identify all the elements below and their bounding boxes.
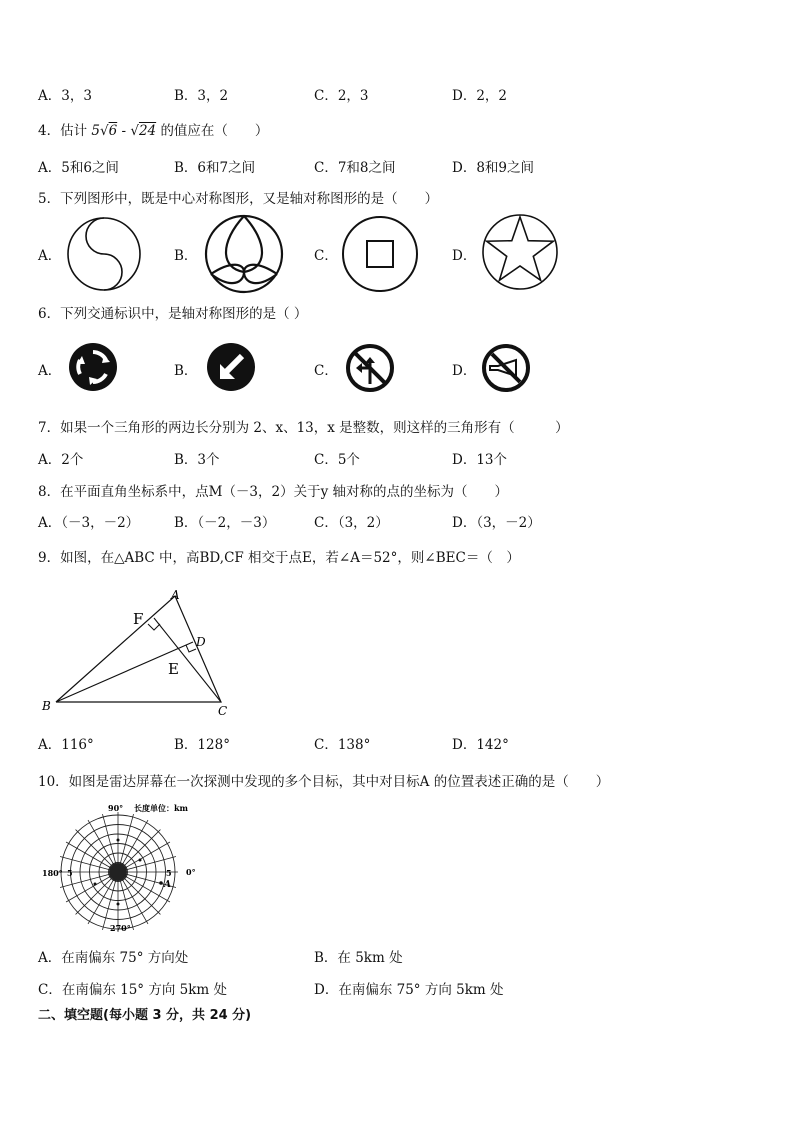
q6-no-horn-sign: [480, 342, 532, 394]
q5-label-d: D．: [452, 248, 477, 264]
q9-option-d: D．142°: [452, 737, 509, 753]
q4-minus: -: [121, 123, 127, 139]
q4-expression: 5√6 - √24: [91, 123, 157, 139]
q4-suffix: 的值应在（ ）: [160, 123, 269, 139]
q5-question: 5．下列图形中，既是中心对称图形，又是轴对称图形的是（ ）: [38, 191, 439, 207]
q5-label-c: C．: [314, 248, 338, 264]
q7-option-a: A．2个: [38, 452, 84, 468]
q9-label-b: B: [42, 699, 51, 713]
q4-option-c: C．7和8之间: [314, 160, 396, 176]
q9-option-c: C．138°: [314, 737, 371, 753]
q6-label-c: C．: [314, 363, 338, 379]
q6-label-d: D．: [452, 363, 477, 379]
radar-0: 0°: [186, 867, 196, 877]
q5-figure-coin: [340, 214, 420, 294]
radar-270: 270°: [110, 923, 131, 932]
q9-label-c: C: [218, 704, 228, 718]
q9-option-a: A．116°: [38, 737, 94, 753]
q5-label-a: A．: [38, 248, 62, 264]
q9-label-d: D: [196, 635, 206, 649]
q4-coef: 5: [91, 123, 100, 139]
q9-label-e: E: [168, 660, 179, 678]
q5-figure-star: [480, 212, 560, 292]
q6-no-turn-sign: [344, 342, 396, 394]
q6-label-b: B．: [174, 363, 198, 379]
q8-option-b: B．（－2，－3）: [174, 515, 276, 531]
q4-rad1: 6: [108, 123, 118, 139]
q7-option-c: C．5个: [314, 452, 360, 468]
q7-question: 7．如果一个三角形的两边长分别为 2、x、13，x 是整数，则这样的三角形有（ ）: [38, 420, 569, 436]
q10-option-d: D．在南偏东 75° 方向 5km 处: [314, 982, 504, 998]
q3-option-b: B．3，2: [174, 88, 229, 104]
q4-option-b: B．6和7之间: [174, 160, 256, 176]
q5-label-b: B．: [174, 248, 198, 264]
radar-180: 180°: [42, 868, 63, 878]
q6-label-a: A．: [38, 363, 62, 379]
q7-option-d: D．13个: [452, 452, 508, 468]
radar-90: 90°: [108, 803, 124, 813]
q3-option-c: C．2，3: [314, 88, 369, 104]
q4-option-a: A．5和6之间: [38, 160, 119, 176]
q8-question: 8．在平面直角坐标系中，点M（－3，2）关于y 轴对称的点的坐标为（ ）: [38, 484, 509, 500]
q8-option-c: C．（3，2）: [314, 515, 389, 531]
q5-figure-yinyang: [64, 214, 144, 294]
q9-triangle-figure: [36, 586, 246, 718]
q4-question: [38, 119, 268, 139]
q4-option-d: D．8和9之间: [452, 160, 535, 176]
q9-label-a: A: [171, 588, 180, 602]
q5-figure-trefoil: [202, 212, 286, 296]
q10-option-a: A．在南偏东 75° 方向处: [38, 950, 189, 966]
q6-question: 6．下列交通标识中，是轴对称图形的是（ ）: [38, 306, 308, 322]
radar-spoke: [102, 872, 118, 930]
q8-option-a: A．（－3，－2）: [38, 515, 140, 531]
q4-rad2: 24: [138, 123, 157, 139]
q9-label-f: F: [133, 610, 144, 628]
q6-roundabout-sign: [68, 342, 118, 392]
q8-option-d: D．（3，－2）: [452, 515, 541, 531]
q3-option-d: D．2，2: [452, 88, 508, 104]
q4-prefix: 4．估计: [38, 123, 88, 139]
q9-option-b: B．128°: [174, 737, 230, 753]
q10-radar-figure: [40, 800, 200, 932]
q10-option-c: C．在南偏东 15° 方向 5km 处: [38, 982, 227, 998]
q6-arrow-sign: [206, 342, 256, 392]
radar-spoke: [118, 872, 134, 930]
q10-option-b: B．在 5km 处: [314, 950, 403, 966]
q10-question: 10．如图是雷达屏幕在一次探测中发现的多个目标，其中对目标A 的位置表述正确的是（ ）: [38, 774, 610, 790]
radar-unit: 长度单位：km: [134, 803, 189, 813]
q3-option-a: A．3，3: [38, 88, 92, 104]
radar-spoke: [102, 814, 118, 872]
section-2-heading: 二、填空题(每小题 3 分，共 24 分): [38, 1008, 252, 1023]
q7-option-b: B．3个: [174, 452, 220, 468]
radar-left-5: 5: [67, 868, 73, 878]
radar-target-a: A: [164, 880, 171, 890]
radar-right-5: 5: [166, 868, 172, 878]
radar-spoke: [118, 814, 134, 872]
q9-question: 9．如图，在△ABC 中，高BD,CF 相交于点E，若∠A＝52°，则∠BEC＝（ ）: [38, 550, 520, 566]
